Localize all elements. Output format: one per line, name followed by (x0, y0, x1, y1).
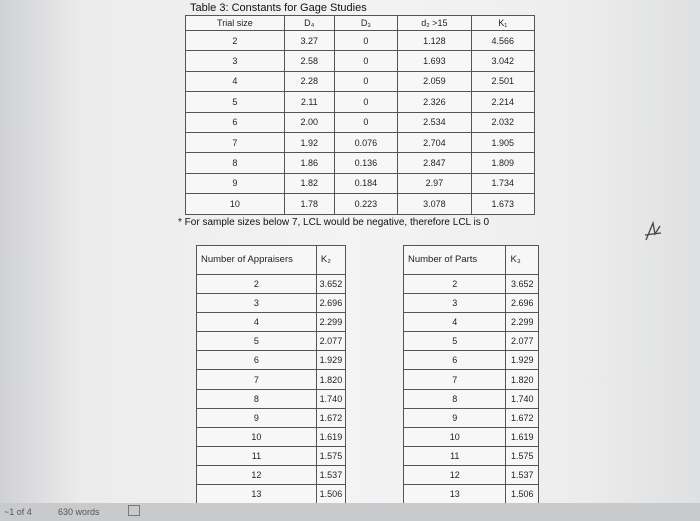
parts-cell: 10 (404, 427, 506, 446)
d4-cell: 2.28 (284, 71, 334, 91)
table-header-row (197, 246, 346, 275)
header-number-of-appraisers: Number of Appraisers (197, 246, 317, 275)
parts-cell: 3 (404, 294, 506, 313)
k1-cell: 2.501 (471, 71, 534, 91)
gage-constants-table (185, 15, 535, 215)
table-row (404, 389, 539, 408)
k3-cell: 1.672 (506, 408, 539, 427)
k2-cell: 2.077 (316, 332, 345, 351)
parts-cell: 5 (404, 332, 506, 351)
parts-cell: 8 (404, 389, 506, 408)
table-row (197, 446, 346, 465)
d4-cell: 3.27 (284, 31, 334, 51)
k3-cell: 1.929 (506, 351, 539, 370)
k1-cell: 1.905 (471, 132, 534, 152)
k3-cell: 1.537 (506, 465, 539, 484)
k2-cell: 1.537 (316, 465, 345, 484)
k1-cell: 3.042 (471, 51, 534, 71)
table-row (197, 389, 346, 408)
appraisers-k2-table (196, 245, 346, 504)
d4-cell: 1.86 (284, 153, 334, 173)
d2-cell: 2.847 (398, 153, 471, 173)
k3-cell: 1.820 (506, 370, 539, 389)
table-row (186, 112, 535, 132)
table-row (197, 408, 346, 427)
d4-cell: 2.00 (284, 112, 334, 132)
d3-cell: 0 (334, 31, 397, 51)
d3-cell: 0 (334, 71, 397, 91)
k2-cell: 3.652 (316, 275, 345, 294)
trial-size-cell: 8 (186, 153, 285, 173)
header-number-of-parts: Number of Parts (404, 246, 506, 275)
k3-cell: 3.652 (506, 275, 539, 294)
k3-cell: 1.575 (506, 446, 539, 465)
table-row (197, 313, 346, 332)
k2-cell: 1.929 (316, 351, 345, 370)
lcl-footnote: * For sample sizes below 7, LCL would be negative, therefore LCL is 0 (178, 217, 490, 228)
word-status-bar (0, 503, 700, 521)
appraisers-cell: 7 (197, 370, 317, 389)
d3-cell: 0.223 (334, 194, 397, 214)
table-row (197, 294, 346, 313)
appraisers-cell: 12 (197, 465, 317, 484)
d3-cell: 0.136 (334, 153, 397, 173)
k2-cell: 1.820 (316, 370, 345, 389)
k2-cell: 1.619 (316, 427, 345, 446)
table-row (186, 194, 535, 214)
d4-cell: 1.92 (284, 132, 334, 152)
parts-cell: 9 (404, 408, 506, 427)
parts-cell: 4 (404, 313, 506, 332)
table-row (186, 31, 535, 51)
header-d3: D₃ (334, 16, 397, 31)
table-row (404, 351, 539, 370)
trial-size-cell: 2 (186, 31, 285, 51)
d3-cell: 0 (334, 112, 397, 132)
d2-cell: 2.326 (398, 92, 471, 112)
d3-cell: 0 (334, 51, 397, 71)
appraisers-cell: 11 (197, 446, 317, 465)
header-k3: K₃ (506, 246, 539, 275)
k1-cell: 1.673 (471, 194, 534, 214)
d3-cell: 0.076 (334, 132, 397, 152)
d4-cell: 1.82 (284, 173, 334, 193)
d2-cell: 2.059 (398, 71, 471, 91)
k1-cell: 1.809 (471, 153, 534, 173)
table-row (404, 313, 539, 332)
k2-cell: 1.506 (316, 485, 345, 504)
trial-size-cell: 9 (186, 173, 285, 193)
appraisers-cell: 4 (197, 313, 317, 332)
header-k1: K₁ (471, 16, 534, 31)
k1-cell: 4.566 (471, 31, 534, 51)
trial-size-cell: 4 (186, 71, 285, 91)
k3-cell: 1.619 (506, 427, 539, 446)
d3-cell: 0 (334, 92, 397, 112)
trial-size-cell: 6 (186, 112, 285, 132)
table-row (197, 370, 346, 389)
d2-cell: 1.693 (398, 51, 471, 71)
parts-cell: 12 (404, 465, 506, 484)
d4-cell: 2.11 (284, 92, 334, 112)
trial-size-cell: 10 (186, 194, 285, 214)
appraisers-cell: 13 (197, 485, 317, 504)
proofing-icon[interactable] (128, 505, 140, 516)
d2-cell: 2.97 (398, 173, 471, 193)
d4-cell: 2.58 (284, 51, 334, 71)
page-count[interactable]: ~1 of 4 (4, 507, 32, 517)
header-d4: D₄ (284, 16, 334, 31)
table-row (404, 332, 539, 351)
k3-cell: 1.506 (506, 485, 539, 504)
table-row (197, 427, 346, 446)
k2-cell: 1.672 (316, 408, 345, 427)
appraisers-cell: 10 (197, 427, 317, 446)
appraisers-cell: 2 (197, 275, 317, 294)
parts-cell: 11 (404, 446, 506, 465)
appraisers-cell: 8 (197, 389, 317, 408)
d2-cell: 2.704 (398, 132, 471, 152)
appraisers-cell: 3 (197, 294, 317, 313)
table-row (186, 51, 535, 71)
parts-k3-table (403, 245, 539, 504)
k3-cell: 2.696 (506, 294, 539, 313)
header-k2: K₂ (316, 246, 345, 275)
table-row (404, 294, 539, 313)
table-row (404, 427, 539, 446)
k3-cell: 2.299 (506, 313, 539, 332)
d2-cell: 1.128 (398, 31, 471, 51)
k2-cell: 2.696 (316, 294, 345, 313)
k1-cell: 1.734 (471, 173, 534, 193)
table-row (404, 275, 539, 294)
table-row (186, 132, 535, 152)
appraisers-cell: 9 (197, 408, 317, 427)
table-row (197, 351, 346, 370)
table-row (197, 332, 346, 351)
word-count[interactable]: 630 words (58, 507, 100, 517)
handwritten-mark-icon (642, 220, 664, 244)
d2-cell: 2.534 (398, 112, 471, 132)
table-row (197, 275, 346, 294)
table-row (404, 408, 539, 427)
table-row (197, 485, 346, 504)
table-row (197, 465, 346, 484)
d4-cell: 1.78 (284, 194, 334, 214)
trial-size-cell: 3 (186, 51, 285, 71)
parts-cell: 6 (404, 351, 506, 370)
table-header-row (186, 16, 535, 31)
k1-cell: 2.214 (471, 92, 534, 112)
parts-cell: 2 (404, 275, 506, 294)
table-row (404, 446, 539, 465)
header-trial-size: Trial size (186, 16, 285, 31)
k1-cell: 2.032 (471, 112, 534, 132)
trial-size-cell: 7 (186, 132, 285, 152)
k3-cell: 2.077 (506, 332, 539, 351)
table-row (186, 92, 535, 112)
k2-cell: 1.740 (316, 389, 345, 408)
table-caption: Table 3: Constants for Gage Studies (190, 2, 367, 14)
parts-cell: 7 (404, 370, 506, 389)
table-header-row (404, 246, 539, 275)
appraisers-cell: 5 (197, 332, 317, 351)
table-row (186, 173, 535, 193)
table-row (404, 465, 539, 484)
k2-cell: 1.575 (316, 446, 345, 465)
appraisers-cell: 6 (197, 351, 317, 370)
parts-cell: 13 (404, 485, 506, 504)
trial-size-cell: 5 (186, 92, 285, 112)
d2-cell: 3.078 (398, 194, 471, 214)
table-row (404, 485, 539, 504)
table-row (186, 71, 535, 91)
d3-cell: 0.184 (334, 173, 397, 193)
table-row (186, 153, 535, 173)
table-row (404, 370, 539, 389)
k3-cell: 1.740 (506, 389, 539, 408)
k2-cell: 2.299 (316, 313, 345, 332)
header-d2: d₂ >15 (398, 16, 471, 31)
